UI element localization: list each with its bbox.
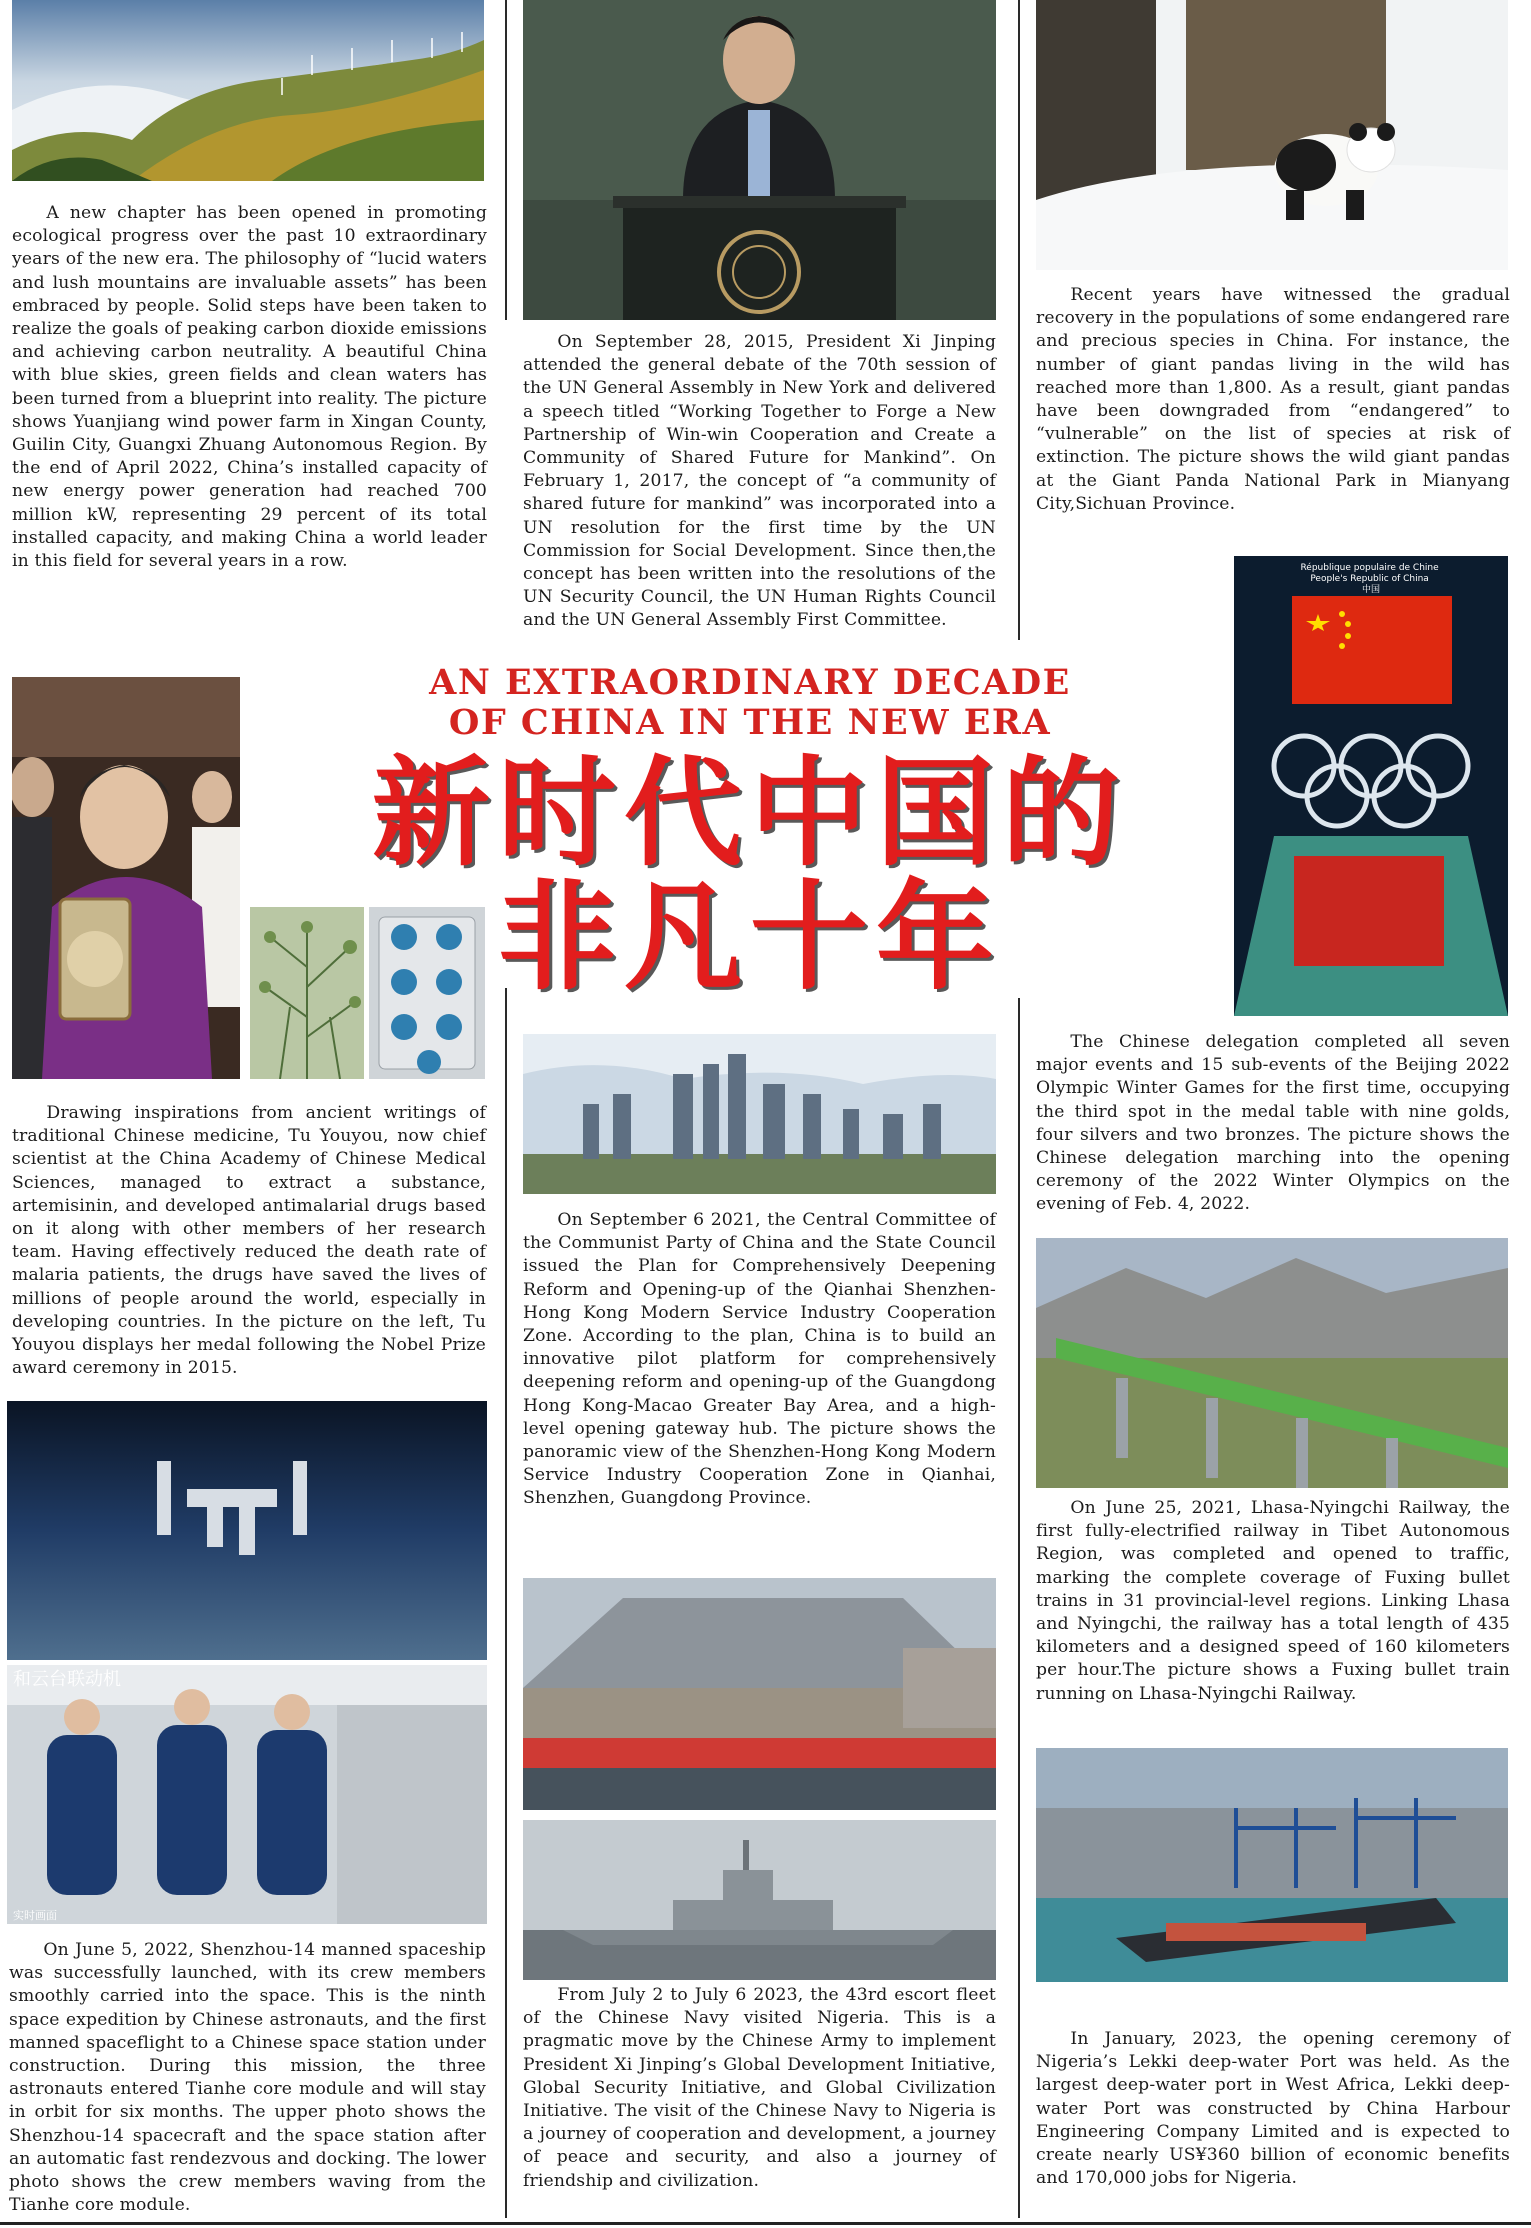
astronauts-photo <box>7 1665 487 1924</box>
placard-line3: 中国 <box>1361 585 1381 595</box>
title-english-line1: AN EXTRAORDINARY DECADE <box>429 662 1071 703</box>
panda-caption: Recent years have witnessed the gradual recovery in the populations of some endangered rare and precious species in China. For instance, the number of giant pandas living in the wild has reached more than 1,800. As a result, giant pandas have been downgraded from “endangered” to “vulnerable” on the list of species at risk of extinction. The picture shows the wild giant pandas at the Giant Panda National Park in Mianyang City,Sichuan Province. <box>1036 285 1510 514</box>
railway-caption: On June 25, 2021, Lhasa-Nyingchi Railway, the first fully-electrified railway in Tibet Autonomous Region, was completed and opened to traffic, marking the complete coverage of Fuxing bullet trains in 31 provincial-level regions. Linking Lhasa and Nyingchi, the railway has a total length of 435 kilometers and a designed speed of 160 kilometers per hour.The picture shows a Fuxing bullet train running on Lhasa-Nyingchi Railway. <box>1036 1498 1510 1704</box>
lekki-caption: In January, 2023, the opening ceremony of Nigeria’s Lekki deep-water Port was held. As the largest deep-water port in West Africa, Lekki deep-water Port was constructed by China Harbour Engineering Company Limited and is expected to create nearly US¥360 billion of economic benefits and 170,000 jobs for Nigeria. <box>1036 2029 1510 2189</box>
navy-frigate-photo <box>523 1820 996 1980</box>
tu-youyou-caption: Drawing inspirations from ancient writings of traditional Chinese medicine, Tu Youyou, now chief scientist at the China Academy of Chinese Medical Sciences, managed to extract a substance, artemisinin, and developed antimalarial drugs based on it along with other members of her research team. Having effectively reduced the death rate of malaria patients, the drugs have saved the lives of millions of people around the world, especially in developing countries. In the picture on the left, Tu Youyou displays her medal following the Nobel Prize award ceremony in 2015. <box>12 1103 486 1379</box>
shenzhou-caption: On June 5, 2022, Shenzhou-14 manned spaceship was successfully launched, with its crew members smoothly carried into the space. This is the ninth space expedition by Chinese astronauts, and the first manned spaceflight to a Chinese space station under construction. During this mission, the three astronauts entered Tianhe core module and will stay in orbit for six months. The upper photo shows the Shenzhou-14 spacecraft and the space station after an automatic fast rendezvous and docking. The lower photo shows the crew members waving from the Tianhe core module. <box>9 1940 486 2216</box>
bottom-rule <box>0 2222 1531 2225</box>
placard-line2: People's Republic of China <box>1310 574 1429 584</box>
navy-caption: From July 2 to July 6 2023, the 43rd escort fleet of the Chinese Navy visited Nigeria. This is a pragmatic move by the Chinese Army to implement President Xi Jinping’s Global Development Initiative, Global Security Initiative, and Global Civilization Initiative. The visit of the Chinese Navy to Nigeria is a journey of cooperation and development, a journey of peace and security, and also a journey of friendship and civilization. <box>523 1985 996 2191</box>
bullet-train-photo <box>1036 1238 1508 1488</box>
wind-farm-photo <box>12 0 484 181</box>
artemisia-plant-photo <box>250 907 364 1079</box>
title-chinese-line2: 非凡十年 <box>497 868 1002 1006</box>
title-chinese-line1: 新时代中国的 <box>371 744 1128 882</box>
qianhai-caption: On September 6 2021, the Central Committee of the Communist Party of China and the State Council issued the Plan for Comprehensively Deepening Reform and Opening-up of the Qianhai Shenzhen-Hong Kong Modern Service Industry Cooperation Zone. According to the plan, China is to build an innovative pilot platform for comprehensively deepening reform and opening-up of the Guangdong Hong Kong-Macao Greater Bay Area, and a high-level opening gateway hub. The picture shows the panoramic view of the Shenzhen-Hong Kong Modern Service Industry Cooperation Zone in Qianhai, Shenzhen, Guangdong Province. <box>523 1210 996 1509</box>
placard-line1: République populaire de Chine <box>1300 563 1439 573</box>
title-english-line2: OF CHINA IN THE NEW ERA <box>448 702 1052 743</box>
column-divider-left-top <box>505 0 507 320</box>
column-divider-right-top <box>1018 0 1020 640</box>
un-speech-caption: On September 28, 2015, President Xi Jinping attended the general debate of the 70th session of the UN General Assembly in New York and delivered a speech titled “Working Together to Forge a New Partnership of Win-win Cooperation and Create a Community of Shared Future for Mankind”. On February 1, 2017, the concept of “a community of shared future for mankind” was incorporated into a UN resolution for the first time by the UN Commission for Social Development. Since then,the concept has been written into the resolutions of the UN Security Council, the UN Human Rights Council and the UN General Assembly First Committee. <box>523 332 996 631</box>
ecology-caption: A new chapter has been opened in promoting ecological progress over the past 10 extraordinary years of the new era. The philosophy of “lucid waters and lush mountains are invaluable assets” has been embraced by people. Solid steps have been taken to realize the goals of peaking carbon dioxide emissions and achieving carbon neutrality. A beautiful China with blue skies, green fields and clean waters has been turned from a blueprint into reality. The picture shows Yuanjiang wind power farm in Xingan County, Guilin City, Guangxi Zhuang Autonomous Region. By the end of April 2022, China’s installed capacity of new energy power generation had reached 700 million kW, representing 29 percent of its total installed capacity, and making China a world leader in this field for several years in a row. <box>12 203 487 572</box>
lekki-port-photo <box>1036 1748 1508 1982</box>
space-overlay-bottom-label: 实时画面 <box>13 1909 57 1922</box>
space-station-photo <box>7 1401 487 1660</box>
panda-photo <box>1036 0 1508 270</box>
space-overlay-label: 和云台联动机 <box>13 1669 121 1690</box>
olympics-ceremony-photo <box>1234 556 1508 1016</box>
column-divider-left-bottom <box>505 988 507 2218</box>
column-divider-right-bottom <box>1018 998 1020 2218</box>
qianhai-skyline-photo <box>523 1034 996 1194</box>
tu-youyou-photo <box>12 677 240 1079</box>
nigeria-welcome-photo <box>523 1578 996 1810</box>
olympics-caption: The Chinese delegation completed all seven major events and 15 sub-events of the Beijing 2022 Olympic Winter Games for the first time, occupying the third spot in the medal table with nine golds, four silvers and two bronzes. The picture shows the Chinese delegation marching into the opening ceremony of the 2022 Winter Olympics on the evening of Feb. 4, 2022. <box>1036 1032 1510 1215</box>
un-assembly-photo <box>523 0 996 320</box>
